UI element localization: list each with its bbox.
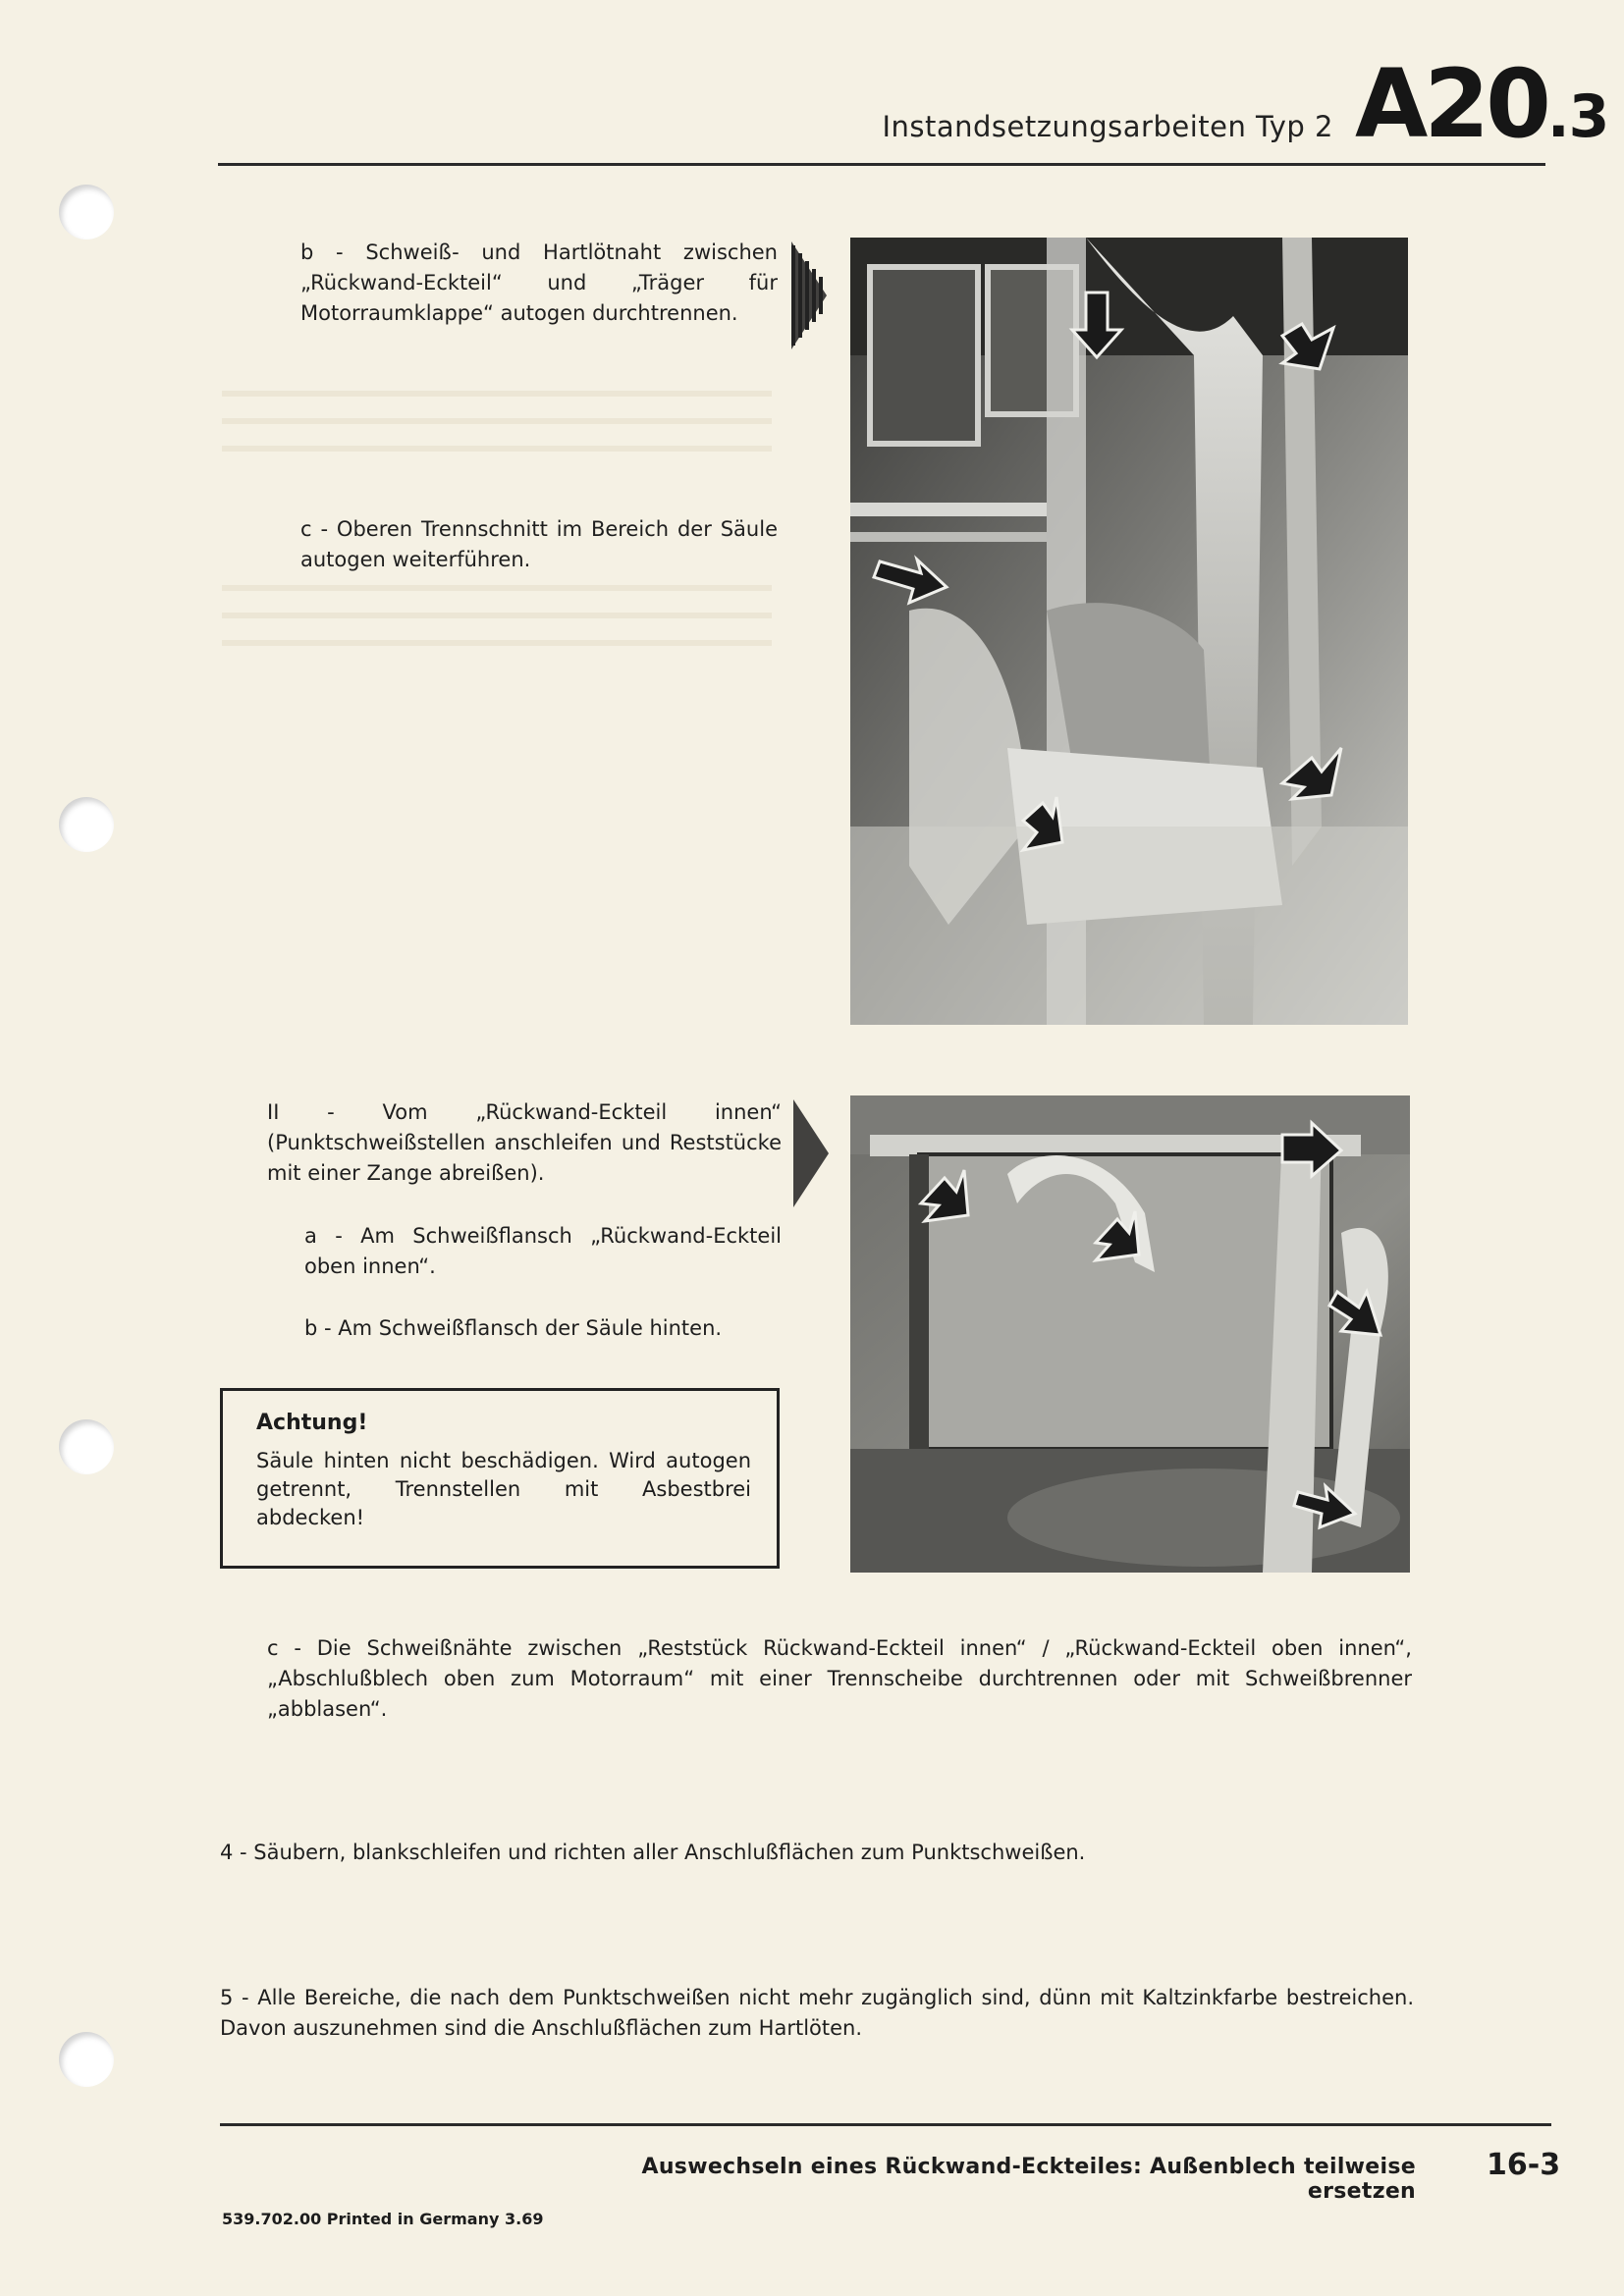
page-number: 16-3 [1487, 2148, 1561, 2182]
section-code [1355, 49, 1609, 159]
footer-title: Auswechseln eines Rückwand-Eckteiles: Außenblech teilweise ersetzen [641, 2155, 1416, 2204]
photo-rear-wall-flange [850, 1095, 1410, 1573]
punch-hole [59, 185, 114, 240]
punch-hole [59, 1419, 114, 1474]
show-through [222, 571, 772, 650]
arrow-marker-icon [793, 1099, 829, 1207]
header-rule [218, 163, 1545, 166]
step-4-text: 4 - Säubern, blankschleifen und richten aller Anschlußflächen zum Punktschweißen. [220, 1841, 1086, 1864]
step-ii-b-text: b - Am Schweißflansch der Säule hinten. [304, 1316, 723, 1340]
step-b-text: b - Schweiß- und Hartlötnaht zwischen „Rückwand-Eckteil“ und „Träger für Motorraumklappe“ autogen durchtrennen. [300, 240, 778, 325]
arrow-marker-icon [791, 241, 827, 349]
punch-hole [59, 797, 114, 852]
step-5-text: 5 - Alle Bereiche, die nach dem Punktschweißen nicht mehr zugänglich sind, dünn mit Kaltzinkfarbe bestreichen. Davon auszunehmen sind die Anschlußflächen zum Hartlöten. [220, 1986, 1414, 2040]
footer-rule [220, 2123, 1551, 2126]
caution-text: Säule hinten nicht beschädigen. Wird autogen getrennt, Trennstellen mit Asbestbrei abdecken! [256, 1449, 751, 1529]
show-through [222, 377, 772, 465]
step-ii-a-text: a - Am Schweißflansch „Rückwand-Eckteil oben innen“. [304, 1224, 782, 1278]
step-c-text: c - Oberen Trennschnitt im Bereich der Säule autogen weiterführen. [300, 517, 778, 571]
step-c-bottom-text: c - Die Schweißnähte zwischen „Reststück Rückwand-Eckteil innen“ / „Rückwand-Eckteil oben innen“, „Abschlußblech oben zum Motorraum“ mit einer Trennscheibe durchtrennen oder mit Schweißbrenner „abblasen“. [267, 1636, 1412, 1721]
header-title: Instandsetzungsarbeiten Typ 2 [882, 110, 1333, 143]
section-code-main: A20 [1355, 49, 1547, 159]
caution-title: Achtung! [256, 1411, 368, 1435]
print-code: 539.702.00 Printed in Germany 3.69 [222, 2210, 544, 2228]
section-code-sub: .3 [1546, 82, 1609, 151]
photo-rear-corner-interior [850, 238, 1408, 1025]
caution-box [220, 1388, 780, 1569]
step-ii-text: II - Vom „Rückwand-Eckteil innen“ (Punktschweißstellen anschleifen und Reststücke mit einer Zange abreißen). [267, 1100, 782, 1185]
punch-hole [59, 2032, 114, 2087]
